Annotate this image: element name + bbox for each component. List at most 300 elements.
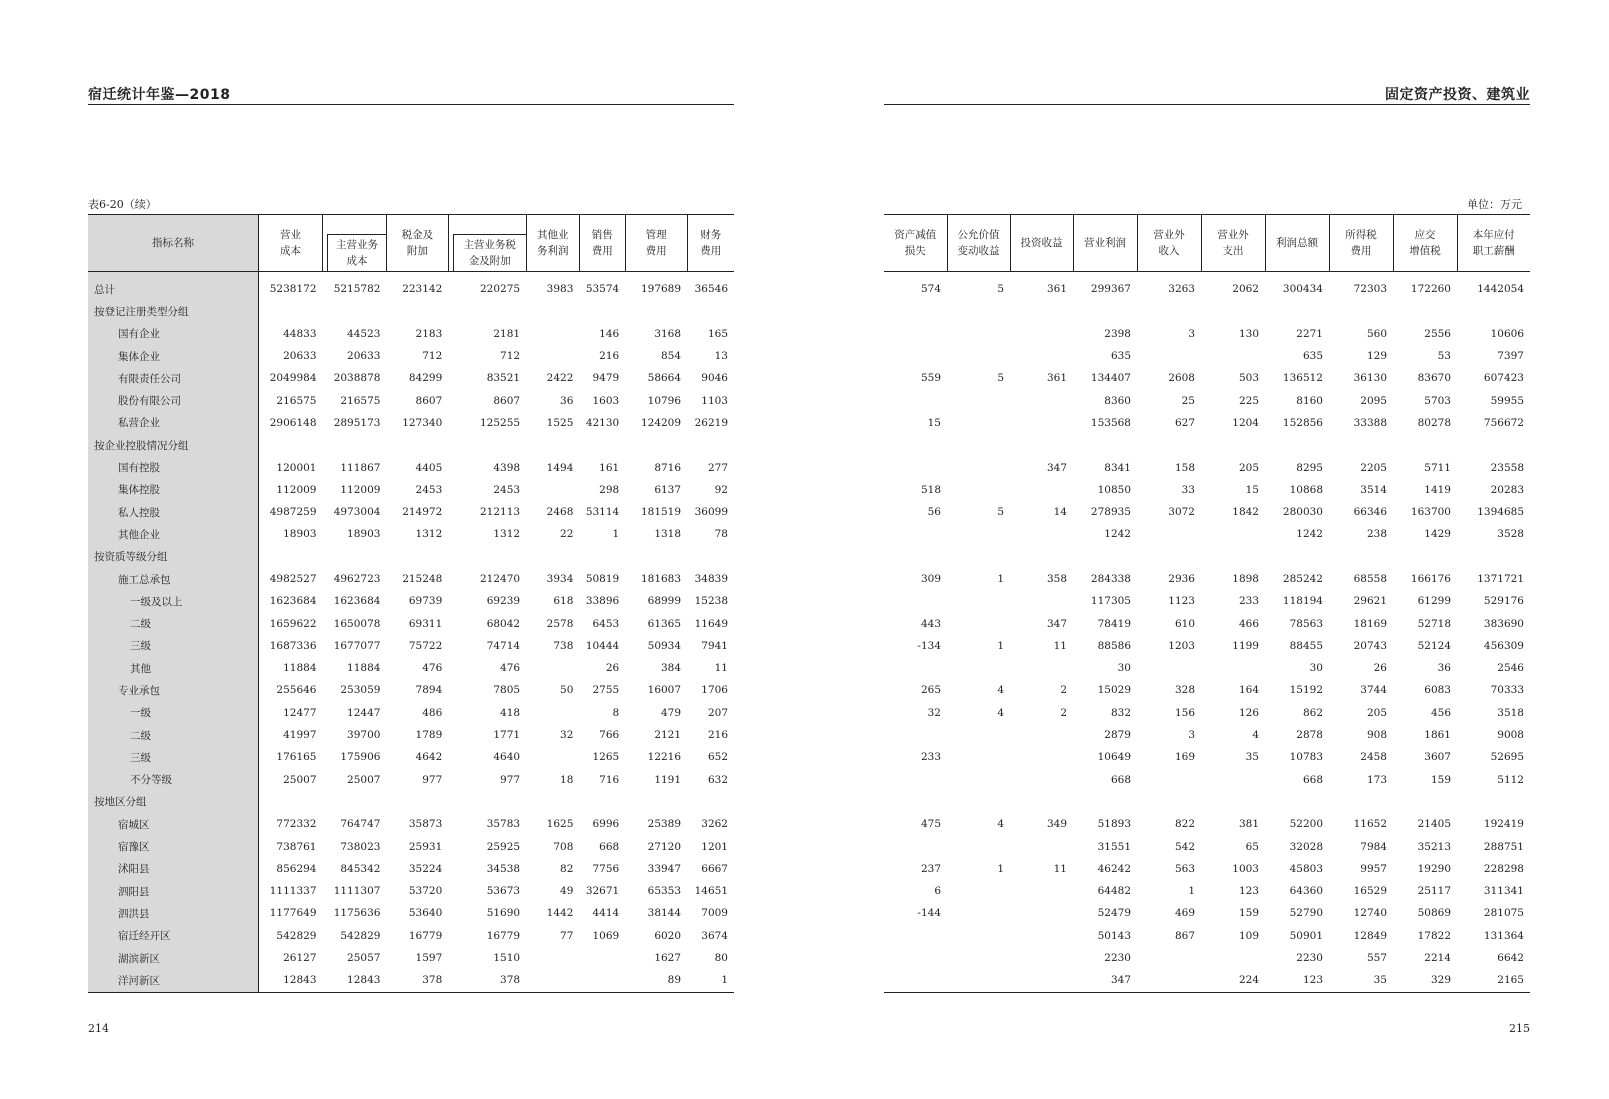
value-cell: 238 bbox=[1366, 528, 1387, 541]
table-row bbox=[88, 300, 734, 322]
value-cell: 2468 bbox=[546, 506, 574, 519]
value-cell: 456 bbox=[1430, 706, 1451, 719]
value-cell: 61299 bbox=[1417, 595, 1451, 608]
value-cell: 35 bbox=[1245, 751, 1259, 764]
value-cell: 8360 bbox=[1104, 394, 1131, 407]
value-cell: 88455 bbox=[1289, 639, 1323, 652]
value-cell: 381 bbox=[1238, 818, 1259, 831]
value-cell: 5215782 bbox=[333, 283, 381, 296]
right-header-cell: 资产减值 损失 bbox=[884, 215, 947, 272]
value-cell bbox=[947, 925, 1010, 947]
value-cell: 15 bbox=[927, 416, 941, 429]
value-cell: 10868 bbox=[1289, 483, 1323, 496]
value-cell bbox=[947, 746, 1010, 768]
value-cell: 764747 bbox=[340, 818, 381, 831]
value-cell bbox=[1329, 300, 1393, 322]
value-cell: 74714 bbox=[486, 639, 521, 652]
value-cell bbox=[1265, 791, 1329, 813]
value-cell: 35213 bbox=[1417, 840, 1451, 853]
left-header-cell: 销售 费用 bbox=[579, 215, 625, 272]
value-cell bbox=[1010, 323, 1073, 345]
value-cell: 3072 bbox=[1168, 506, 1195, 519]
value-cell bbox=[526, 323, 579, 345]
value-cell bbox=[884, 523, 947, 545]
value-cell: 1 bbox=[997, 573, 1004, 585]
right-header-cell: 公允价值 变动收益 bbox=[947, 215, 1010, 272]
value-cell: 52695 bbox=[1490, 751, 1524, 764]
value-cell: 15029 bbox=[1097, 684, 1131, 697]
value-cell: 158 bbox=[1174, 461, 1195, 474]
value-cell: 1 bbox=[1188, 885, 1195, 898]
value-cell: 2578 bbox=[546, 617, 574, 630]
value-cell bbox=[1010, 969, 1073, 992]
value-cell: 607423 bbox=[1483, 372, 1524, 385]
right-page bbox=[884, 0, 1530, 1099]
table-row bbox=[884, 345, 1530, 367]
value-cell: 216 bbox=[599, 350, 620, 363]
value-cell: 1069 bbox=[592, 929, 620, 942]
table-row bbox=[88, 590, 734, 612]
value-cell: 708 bbox=[553, 840, 574, 853]
value-cell bbox=[526, 300, 579, 322]
value-cell: 5703 bbox=[1424, 394, 1451, 407]
value-cell: 17822 bbox=[1417, 929, 1451, 942]
value-cell: 347 bbox=[1073, 969, 1137, 992]
value-cell bbox=[579, 300, 625, 322]
value-cell: 11884 bbox=[283, 662, 317, 675]
value-cell: 16529 bbox=[1353, 885, 1387, 898]
value-cell bbox=[259, 791, 323, 813]
value-cell: 299367 bbox=[1090, 283, 1131, 296]
value-cell: 977 bbox=[422, 773, 443, 786]
value-cell: 10649 bbox=[1097, 751, 1131, 764]
table-row bbox=[88, 546, 734, 568]
value-cell: 255646 bbox=[276, 684, 317, 697]
value-cell: 1201 bbox=[701, 840, 728, 853]
value-cell: 7009 bbox=[701, 907, 728, 920]
value-cell: 176165 bbox=[276, 751, 317, 764]
value-cell bbox=[448, 300, 526, 322]
value-cell bbox=[1010, 769, 1073, 791]
value-cell: 78 bbox=[714, 528, 728, 541]
value-cell: 32 bbox=[927, 706, 941, 719]
row-label: 按地区分组 bbox=[88, 791, 259, 813]
value-cell: 123 bbox=[1265, 969, 1329, 992]
value-cell: 1265 bbox=[592, 751, 620, 764]
value-cell bbox=[1073, 546, 1137, 568]
value-cell: 5238172 bbox=[269, 283, 317, 296]
table-row bbox=[884, 479, 1530, 501]
value-cell: 64482 bbox=[1097, 885, 1131, 898]
table-row bbox=[884, 880, 1530, 902]
value-cell: 712 bbox=[422, 350, 443, 363]
value-cell bbox=[1073, 791, 1137, 813]
table-row bbox=[884, 501, 1530, 523]
value-cell bbox=[884, 657, 947, 679]
value-cell: 237 bbox=[920, 862, 941, 875]
table-row bbox=[88, 835, 734, 857]
value-cell: 84299 bbox=[408, 372, 443, 385]
value-cell: 39700 bbox=[347, 729, 381, 742]
value-cell bbox=[884, 835, 947, 857]
value-cell bbox=[1457, 546, 1530, 568]
value-cell: 127340 bbox=[402, 416, 443, 429]
value-cell: 563 bbox=[1174, 862, 1195, 875]
value-cell: 1650078 bbox=[333, 617, 381, 630]
row-label: 二级 bbox=[88, 612, 259, 634]
value-cell: 53 bbox=[1437, 350, 1451, 363]
value-cell bbox=[947, 389, 1010, 411]
value-cell: 12477 bbox=[283, 706, 317, 719]
value-cell: 854 bbox=[661, 350, 682, 363]
value-cell: 8607 bbox=[493, 394, 521, 407]
row-label: 按登记注册类型分组 bbox=[88, 300, 259, 322]
table-caption: 表6-20（续） bbox=[88, 198, 157, 211]
table-row bbox=[884, 323, 1530, 345]
value-cell: 559 bbox=[920, 372, 941, 385]
sub-header-label: 主营业务 成本 bbox=[327, 234, 386, 271]
value-cell: 1898 bbox=[1232, 573, 1259, 585]
value-cell: 2165 bbox=[1457, 969, 1530, 992]
value-cell: 30 bbox=[1309, 662, 1323, 675]
value-cell: 56 bbox=[927, 506, 941, 519]
value-cell: 36 bbox=[560, 394, 574, 407]
value-cell: 26 bbox=[1373, 662, 1387, 675]
value-cell: 134407 bbox=[1090, 372, 1131, 385]
value-cell: 479 bbox=[661, 706, 682, 719]
row-label: 洋河新区 bbox=[88, 969, 259, 992]
value-cell bbox=[1329, 546, 1393, 568]
value-cell: 6020 bbox=[654, 929, 682, 942]
value-cell: 44833 bbox=[283, 327, 317, 340]
value-cell bbox=[884, 456, 947, 478]
row-label: 集体企业 bbox=[88, 345, 259, 367]
value-cell: -144 bbox=[917, 907, 941, 920]
value-cell bbox=[1265, 546, 1329, 568]
value-cell: 169 bbox=[1174, 751, 1195, 764]
value-cell: 18 bbox=[560, 773, 574, 786]
value-cell bbox=[1137, 769, 1201, 791]
row-label: 按企业控股情况分组 bbox=[88, 434, 259, 456]
value-cell: 4405 bbox=[415, 461, 443, 474]
value-cell: 1111307 bbox=[333, 885, 381, 898]
row-label: 一级及以上 bbox=[88, 590, 259, 612]
value-cell bbox=[1201, 791, 1265, 813]
value-cell: 1659622 bbox=[269, 617, 317, 630]
value-cell bbox=[947, 612, 1010, 634]
value-cell: 475 bbox=[920, 818, 941, 831]
value-cell: 80278 bbox=[1417, 416, 1451, 429]
value-cell: 4973004 bbox=[333, 506, 381, 519]
value-cell: 159 bbox=[1238, 907, 1259, 920]
left-header-cell: 营业 成本 bbox=[259, 215, 323, 272]
value-cell: 12216 bbox=[647, 751, 682, 764]
value-cell: 1203 bbox=[1168, 639, 1195, 652]
value-cell: 123 bbox=[1238, 885, 1259, 898]
value-cell: 33896 bbox=[585, 595, 620, 608]
value-cell bbox=[884, 590, 947, 612]
value-cell: 10444 bbox=[585, 639, 620, 652]
value-cell bbox=[1393, 546, 1457, 568]
table-row bbox=[884, 925, 1530, 947]
value-cell bbox=[448, 546, 526, 568]
table-row bbox=[88, 501, 734, 523]
value-cell: -134 bbox=[917, 639, 941, 652]
value-cell bbox=[884, 791, 947, 813]
value-cell: 33388 bbox=[1353, 416, 1387, 429]
table-row bbox=[884, 702, 1530, 724]
value-cell: 281075 bbox=[1483, 907, 1524, 920]
value-cell: 124209 bbox=[640, 416, 682, 429]
value-cell: 635 bbox=[1110, 350, 1131, 363]
value-cell: 2556 bbox=[1424, 327, 1451, 340]
value-cell: 361 bbox=[1046, 283, 1067, 296]
value-cell: 68999 bbox=[647, 595, 682, 608]
value-cell bbox=[1457, 791, 1530, 813]
value-cell bbox=[1010, 523, 1073, 545]
value-cell: 3674 bbox=[701, 929, 728, 942]
table-row bbox=[884, 769, 1530, 791]
value-cell: 52479 bbox=[1097, 907, 1131, 920]
left-header-cell bbox=[323, 215, 387, 272]
value-cell: 4962723 bbox=[333, 573, 381, 585]
table-row bbox=[88, 657, 734, 679]
row-label: 三级 bbox=[88, 635, 259, 657]
table-row bbox=[884, 367, 1530, 389]
value-cell: 1312 bbox=[415, 528, 443, 541]
value-cell: 216 bbox=[707, 729, 728, 742]
right-data-table bbox=[884, 214, 1530, 993]
value-cell: 197689 bbox=[640, 283, 682, 296]
value-cell: 53673 bbox=[486, 885, 521, 898]
value-cell: 384 bbox=[661, 662, 682, 675]
value-cell bbox=[1073, 434, 1137, 456]
left-header-cell: 税金及 附加 bbox=[386, 215, 448, 272]
table-row bbox=[884, 835, 1530, 857]
value-cell: 4398 bbox=[493, 461, 521, 474]
value-cell bbox=[947, 969, 1010, 992]
value-cell bbox=[947, 791, 1010, 813]
value-cell: 120001 bbox=[276, 461, 317, 474]
row-label: 股份有限公司 bbox=[88, 389, 259, 411]
value-cell: 35 bbox=[1329, 969, 1393, 992]
value-cell: 10783 bbox=[1289, 751, 1323, 764]
value-cell: 225 bbox=[1238, 394, 1259, 407]
value-cell: 2 bbox=[1060, 684, 1067, 697]
value-cell: 329 bbox=[1393, 969, 1457, 992]
sub-header-label: 主营业务税 金及附加 bbox=[453, 234, 526, 271]
value-cell: 627 bbox=[1174, 416, 1195, 429]
value-cell: 1123 bbox=[1168, 595, 1195, 608]
value-cell: 27120 bbox=[647, 840, 682, 853]
right-header-cell: 利润总额 bbox=[1265, 215, 1329, 272]
value-cell: 53640 bbox=[408, 907, 443, 920]
value-cell bbox=[1201, 300, 1265, 322]
value-cell: 716 bbox=[599, 773, 620, 786]
value-cell: 867 bbox=[1174, 929, 1195, 942]
value-cell: 1318 bbox=[654, 528, 682, 541]
value-cell: 165 bbox=[707, 327, 728, 340]
value-cell: 11 bbox=[714, 662, 728, 675]
value-cell: 49 bbox=[560, 885, 574, 898]
value-cell bbox=[947, 835, 1010, 857]
value-cell: 78563 bbox=[1289, 617, 1323, 630]
value-cell: 32028 bbox=[1289, 840, 1323, 853]
value-cell bbox=[884, 546, 947, 568]
value-cell: 26 bbox=[605, 662, 620, 675]
value-cell: 542 bbox=[1174, 840, 1195, 853]
value-cell: 46242 bbox=[1097, 862, 1131, 875]
value-cell: 3 bbox=[1188, 327, 1195, 340]
value-cell bbox=[1137, 969, 1201, 992]
value-cell: 2062 bbox=[1232, 283, 1259, 296]
value-cell bbox=[947, 769, 1010, 791]
value-cell: 1706 bbox=[701, 684, 728, 697]
left-header-row bbox=[88, 215, 734, 272]
value-cell bbox=[579, 791, 625, 813]
value-cell: 35873 bbox=[408, 818, 443, 831]
value-cell: 822 bbox=[1174, 818, 1195, 831]
value-cell: 5 bbox=[997, 506, 1004, 519]
left-header-cell: 管理 费用 bbox=[625, 215, 687, 272]
value-cell bbox=[1137, 434, 1201, 456]
value-cell: 78419 bbox=[1097, 617, 1131, 630]
value-cell: 1442 bbox=[546, 907, 574, 920]
value-cell: 2205 bbox=[1360, 461, 1387, 474]
value-cell bbox=[1457, 300, 1530, 322]
value-cell: 503 bbox=[1238, 372, 1259, 385]
value-cell: 4640 bbox=[493, 751, 521, 764]
value-cell bbox=[1010, 791, 1073, 813]
value-cell bbox=[1010, 300, 1073, 322]
value-cell: 4 bbox=[1252, 729, 1259, 742]
left-header-cell bbox=[448, 215, 526, 272]
value-cell bbox=[947, 590, 1010, 612]
value-cell: 712 bbox=[500, 350, 521, 363]
value-cell: 361 bbox=[1046, 372, 1067, 385]
value-cell: 12447 bbox=[347, 706, 381, 719]
value-cell: 6083 bbox=[1424, 684, 1451, 697]
value-cell: 228298 bbox=[1483, 862, 1524, 875]
table-row bbox=[884, 546, 1530, 568]
value-cell: 21405 bbox=[1417, 818, 1451, 831]
value-cell: 36130 bbox=[1353, 372, 1387, 385]
value-cell: 117305 bbox=[1090, 595, 1131, 608]
row-label: 宿豫区 bbox=[88, 835, 259, 857]
value-cell bbox=[323, 434, 387, 456]
value-cell: 2895173 bbox=[333, 416, 381, 429]
value-cell bbox=[884, 300, 947, 322]
value-cell: 668 bbox=[599, 840, 620, 853]
value-cell: 16007 bbox=[647, 684, 682, 697]
value-cell bbox=[323, 546, 387, 568]
value-cell bbox=[1010, 925, 1073, 947]
value-cell bbox=[884, 724, 947, 746]
value-cell bbox=[1073, 300, 1137, 322]
table-row bbox=[88, 635, 734, 657]
value-cell: 756672 bbox=[1483, 416, 1524, 429]
value-cell bbox=[1393, 434, 1457, 456]
value-cell: 8295 bbox=[1296, 461, 1323, 474]
value-cell: 3528 bbox=[1497, 528, 1524, 541]
value-cell bbox=[1010, 880, 1073, 902]
table-row bbox=[884, 389, 1530, 411]
table-row bbox=[884, 679, 1530, 701]
value-cell: 2398 bbox=[1104, 327, 1131, 340]
value-cell: 16779 bbox=[486, 929, 521, 942]
value-cell: 2121 bbox=[654, 729, 682, 742]
value-cell: 18903 bbox=[347, 528, 381, 541]
table-row bbox=[88, 568, 734, 590]
value-cell bbox=[947, 456, 1010, 478]
value-cell bbox=[1137, 546, 1201, 568]
value-cell: 5711 bbox=[1424, 461, 1451, 474]
value-cell bbox=[947, 546, 1010, 568]
value-cell: 13 bbox=[714, 350, 728, 363]
value-cell bbox=[1010, 902, 1073, 924]
value-cell: 18903 bbox=[283, 528, 317, 541]
value-cell: 2214 bbox=[1424, 952, 1451, 965]
value-cell: 8607 bbox=[415, 394, 443, 407]
value-cell: 205 bbox=[1238, 461, 1259, 474]
value-cell bbox=[1010, 746, 1073, 768]
value-cell: 4982527 bbox=[269, 573, 317, 585]
value-cell: 175906 bbox=[340, 751, 381, 764]
value-cell bbox=[1010, 345, 1073, 367]
value-cell bbox=[526, 947, 579, 969]
value-cell: 38144 bbox=[647, 907, 682, 920]
value-cell: 2181 bbox=[493, 327, 521, 340]
table-row bbox=[884, 300, 1530, 322]
value-cell: 66346 bbox=[1353, 506, 1387, 519]
right-header-cell: 营业外 支出 bbox=[1201, 215, 1265, 272]
table-row bbox=[884, 902, 1530, 924]
value-cell bbox=[884, 345, 947, 367]
value-cell: 1525 bbox=[546, 416, 574, 429]
value-cell: 3 bbox=[1188, 729, 1195, 742]
value-cell bbox=[947, 412, 1010, 434]
value-cell: 347 bbox=[1046, 461, 1067, 474]
value-cell: 10850 bbox=[1097, 483, 1131, 496]
value-cell bbox=[1010, 657, 1073, 679]
value-cell: 1771 bbox=[493, 729, 521, 742]
table-row bbox=[88, 746, 734, 768]
value-cell: 2271 bbox=[1296, 327, 1323, 340]
table-row bbox=[88, 434, 734, 456]
value-cell: 8 bbox=[612, 706, 620, 719]
value-cell: 4987259 bbox=[269, 506, 317, 519]
left-header-cell: 其他业 务利润 bbox=[526, 215, 579, 272]
value-cell: 53574 bbox=[585, 283, 620, 296]
value-cell: 131364 bbox=[1483, 929, 1524, 942]
value-cell bbox=[579, 947, 625, 969]
value-cell: 2 bbox=[1060, 706, 1067, 719]
value-cell bbox=[947, 323, 1010, 345]
value-cell: 12849 bbox=[1353, 929, 1387, 942]
value-cell: 668 bbox=[1110, 773, 1131, 786]
right-header-cell: 应交 增值税 bbox=[1393, 215, 1457, 272]
value-cell: 2230 bbox=[1104, 952, 1131, 965]
value-cell: 159 bbox=[1430, 773, 1451, 786]
value-cell: 1242 bbox=[1104, 528, 1131, 541]
value-cell: 18169 bbox=[1353, 617, 1387, 630]
value-cell: 50901 bbox=[1289, 929, 1323, 942]
value-cell: 50819 bbox=[585, 573, 620, 585]
value-cell bbox=[323, 300, 387, 322]
value-cell bbox=[579, 969, 625, 992]
row-label: 三级 bbox=[88, 746, 259, 768]
value-cell: 233 bbox=[920, 751, 941, 764]
